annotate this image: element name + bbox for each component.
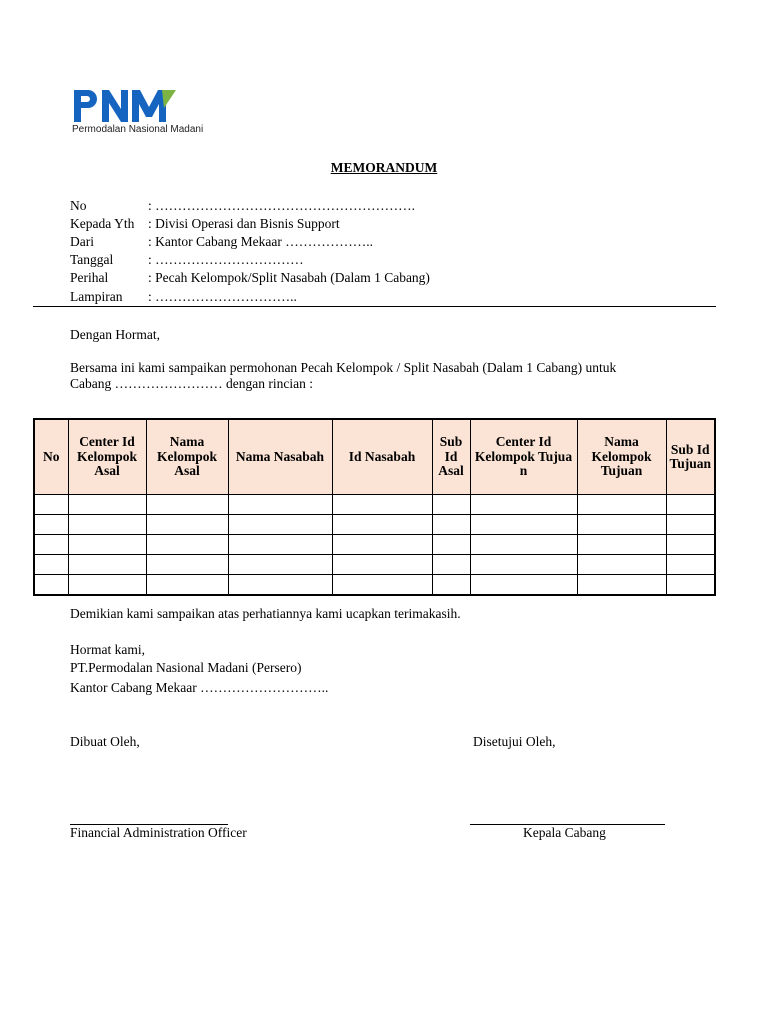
meta-value: : ……………………………: [148, 252, 304, 267]
meta-value: : …………………………..: [148, 289, 297, 304]
table-cell[interactable]: [34, 555, 68, 575]
meta-value: : Pecah Kelompok/Split Nasabah (Dalam 1 Cabang): [148, 270, 430, 285]
table-cell[interactable]: [146, 495, 228, 515]
meta-kepada: [70, 216, 340, 232]
meta-perihal: [70, 270, 430, 286]
table-cell[interactable]: [34, 515, 68, 535]
table-cell[interactable]: [34, 575, 68, 596]
right-signer-title: Kepala Cabang: [523, 825, 606, 840]
table-cell[interactable]: [228, 555, 332, 575]
meta-label: Perihal: [70, 270, 109, 285]
table-cell[interactable]: [34, 535, 68, 555]
table-header-row: [34, 419, 715, 495]
table-cell[interactable]: [577, 495, 666, 515]
table-cell[interactable]: [666, 495, 715, 515]
table-cell[interactable]: [228, 515, 332, 535]
col-header: No: [34, 419, 68, 495]
col-header: Sub Id Asal: [432, 419, 470, 495]
meta-label: No: [70, 198, 87, 213]
table-cell[interactable]: [470, 575, 577, 596]
table-row: [34, 575, 715, 596]
meta-label: Lampiran: [70, 289, 123, 304]
table-cell[interactable]: [332, 495, 432, 515]
table-cell[interactable]: [666, 575, 715, 596]
meta-tanggal: [70, 252, 304, 268]
table-body: [34, 495, 715, 596]
table-row: [34, 555, 715, 575]
closing-text: Demikian kami sampaikan atas perhatiannya kami ucapkan terimakasih.: [70, 606, 461, 621]
table-cell[interactable]: [146, 515, 228, 535]
table-cell[interactable]: [470, 515, 577, 535]
created-by-label: Dibuat Oleh,: [70, 734, 140, 749]
table-cell[interactable]: [470, 535, 577, 555]
table-cell[interactable]: [228, 575, 332, 596]
meta-value: : Kantor Cabang Mekaar ………………..: [148, 234, 373, 249]
intro-line-2: Cabang …………………… dengan rincian :: [70, 376, 313, 391]
meta-value: : Divisi Operasi dan Bisnis Support: [148, 216, 340, 231]
table-cell[interactable]: [577, 535, 666, 555]
pnm-logo-icon: [72, 88, 182, 126]
table-cell[interactable]: [68, 495, 146, 515]
table-cell[interactable]: [432, 495, 470, 515]
table-cell[interactable]: [146, 535, 228, 555]
col-header: Sub Id Tujuan: [666, 419, 715, 495]
meta-label: Dari: [70, 234, 94, 249]
meta-label: Tanggal: [70, 252, 114, 267]
table-cell[interactable]: [577, 555, 666, 575]
col-header: Nama Kelompok Asal: [146, 419, 228, 495]
header-divider: [33, 306, 716, 307]
table-cell[interactable]: [432, 555, 470, 575]
table-cell[interactable]: [332, 515, 432, 535]
table-row: [34, 515, 715, 535]
left-signer-title: Financial Administration Officer: [70, 825, 247, 840]
table-cell[interactable]: [68, 555, 146, 575]
meta-lampiran: [70, 289, 297, 305]
table-cell[interactable]: [332, 575, 432, 596]
col-header: Center Id Kelompok Asal: [68, 419, 146, 495]
table-cell[interactable]: [146, 575, 228, 596]
table-cell[interactable]: [68, 535, 146, 555]
table-cell[interactable]: [666, 515, 715, 535]
meta-dari: [70, 234, 373, 250]
table-cell[interactable]: [432, 515, 470, 535]
table-cell[interactable]: [666, 555, 715, 575]
table-cell[interactable]: [577, 515, 666, 535]
table-cell[interactable]: [470, 495, 577, 515]
regards: Hormat kami,: [70, 642, 145, 657]
approved-by-label: Disetujui Oleh,: [473, 734, 556, 749]
table-cell[interactable]: [432, 575, 470, 596]
table-cell[interactable]: [68, 515, 146, 535]
table-cell[interactable]: [228, 495, 332, 515]
meta-no: [70, 198, 415, 214]
table-cell[interactable]: [332, 535, 432, 555]
table-cell[interactable]: [332, 555, 432, 575]
table-cell[interactable]: [146, 555, 228, 575]
table-row: [34, 495, 715, 515]
branch-name: Kantor Cabang Mekaar ………………………..: [70, 680, 329, 695]
table-cell[interactable]: [228, 535, 332, 555]
company-name: PT.Permodalan Nasional Madani (Persero): [70, 660, 302, 675]
greeting: Dengan Hormat,: [70, 327, 160, 342]
col-header: Id Nasabah: [332, 419, 432, 495]
col-header: Nama Nasabah: [228, 419, 332, 495]
col-header: Nama Kelompok Tujuan: [577, 419, 666, 495]
memo-title: MEMORANDUM: [330, 160, 438, 175]
table-cell[interactable]: [577, 575, 666, 596]
meta-label: Kepada Yth: [70, 216, 135, 231]
table-cell[interactable]: [470, 555, 577, 575]
table-row: [34, 535, 715, 555]
meta-value: : ………………………………………………….: [148, 198, 416, 213]
intro-line-1: Bersama ini kami sampaikan permohonan Pecah Kelompok / Split Nasabah (Dalam 1 Cabang) untuk: [70, 360, 617, 375]
logo-tagline: Permodalan Nasional Madani: [72, 124, 204, 135]
table-cell[interactable]: [666, 535, 715, 555]
split-table: [33, 418, 716, 596]
col-header: Center Id Kelompok Tujua n: [470, 419, 577, 495]
table-cell[interactable]: [432, 535, 470, 555]
table-cell[interactable]: [68, 575, 146, 596]
table-cell[interactable]: [34, 495, 68, 515]
